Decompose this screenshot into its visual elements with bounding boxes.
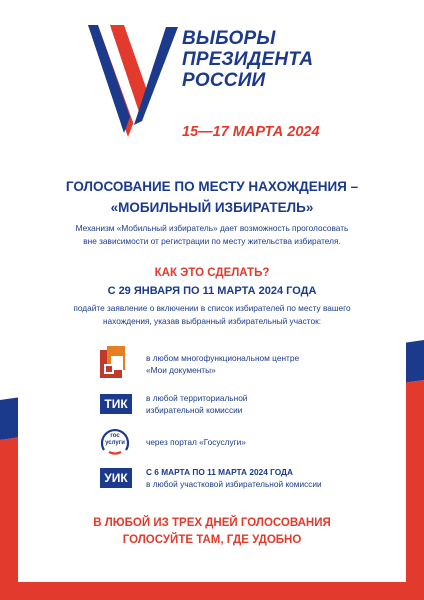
apply-instructions [18, 302, 406, 327]
call-to-action [18, 515, 406, 549]
tik-line-2: избирательной комиссии [146, 405, 243, 415]
tik-badge: ТИК [100, 394, 132, 414]
mfc-line-1: в любом многофункциональном центре [146, 353, 300, 363]
description-line-2: вне зависимости от регистрации по месту жительства избирателя. [83, 235, 341, 246]
gosuslugi-logo-line-1: гос [110, 433, 120, 439]
description-line-1: Механизм «Мобильный избиратель» дает возможность проголосовать [75, 223, 349, 233]
howto-heading: КАК ЭТО СДЕЛАТЬ? [154, 267, 270, 279]
gosuslugi-logo-line-2: услуги [105, 440, 125, 446]
poster-card [18, 18, 406, 582]
apply-line-1: подайте заявление о включении в список избирателей по месту вашего [73, 303, 351, 313]
description [18, 222, 406, 247]
gosuslugi-line-1: через портал «Госуслуги» [146, 437, 246, 447]
logo-line-1: ВЫБОРЫ [182, 28, 276, 49]
uik-line-1: С 6 МАРТА ПО 11 МАРТА 2024 ГОДА [146, 467, 293, 477]
title-line-2: «МОБИЛЬНЫЙ ИЗБИРАТЕЛЬ» [110, 200, 314, 215]
page-title [18, 176, 406, 218]
uik-badge: УИК [100, 468, 132, 488]
mfc-moi-dokumenty-icon [100, 346, 132, 380]
mfc-line-2: «Мои документы» [146, 365, 216, 375]
gosuslugi-icon [100, 426, 130, 456]
tricolor-v-checkmark-icon [88, 25, 178, 137]
logo-line-2: ПРЕЗИДЕНТА [182, 49, 314, 70]
cta-line-2: ГОЛОСУЙТЕ ТАМ, ГДЕ УДОБНО [122, 534, 302, 546]
title-line-1: ГОЛОСОВАНИЕ ПО МЕСТУ НАХОЖДЕНИЯ – [65, 179, 359, 194]
uik-line-2: в любой участковой избирательной комиссии [146, 479, 322, 489]
apply-line-2: нахождения, указав выбранный избирательный участок: [102, 315, 322, 326]
logo-dates: 15—17 МАРТА 2024 [182, 124, 320, 140]
application-period: С 29 ЯНВАРЯ ПО 11 МАРТА 2024 ГОДА [107, 285, 317, 297]
cta-line-1: В ЛЮБОЙ ИЗ ТРЕХ ДНЕЙ ГОЛОСОВАНИЯ [93, 517, 331, 529]
logo-line-3: РОССИИ [182, 70, 266, 91]
tik-line-1: в любой территориальной [146, 393, 248, 403]
logo-title [182, 28, 313, 91]
